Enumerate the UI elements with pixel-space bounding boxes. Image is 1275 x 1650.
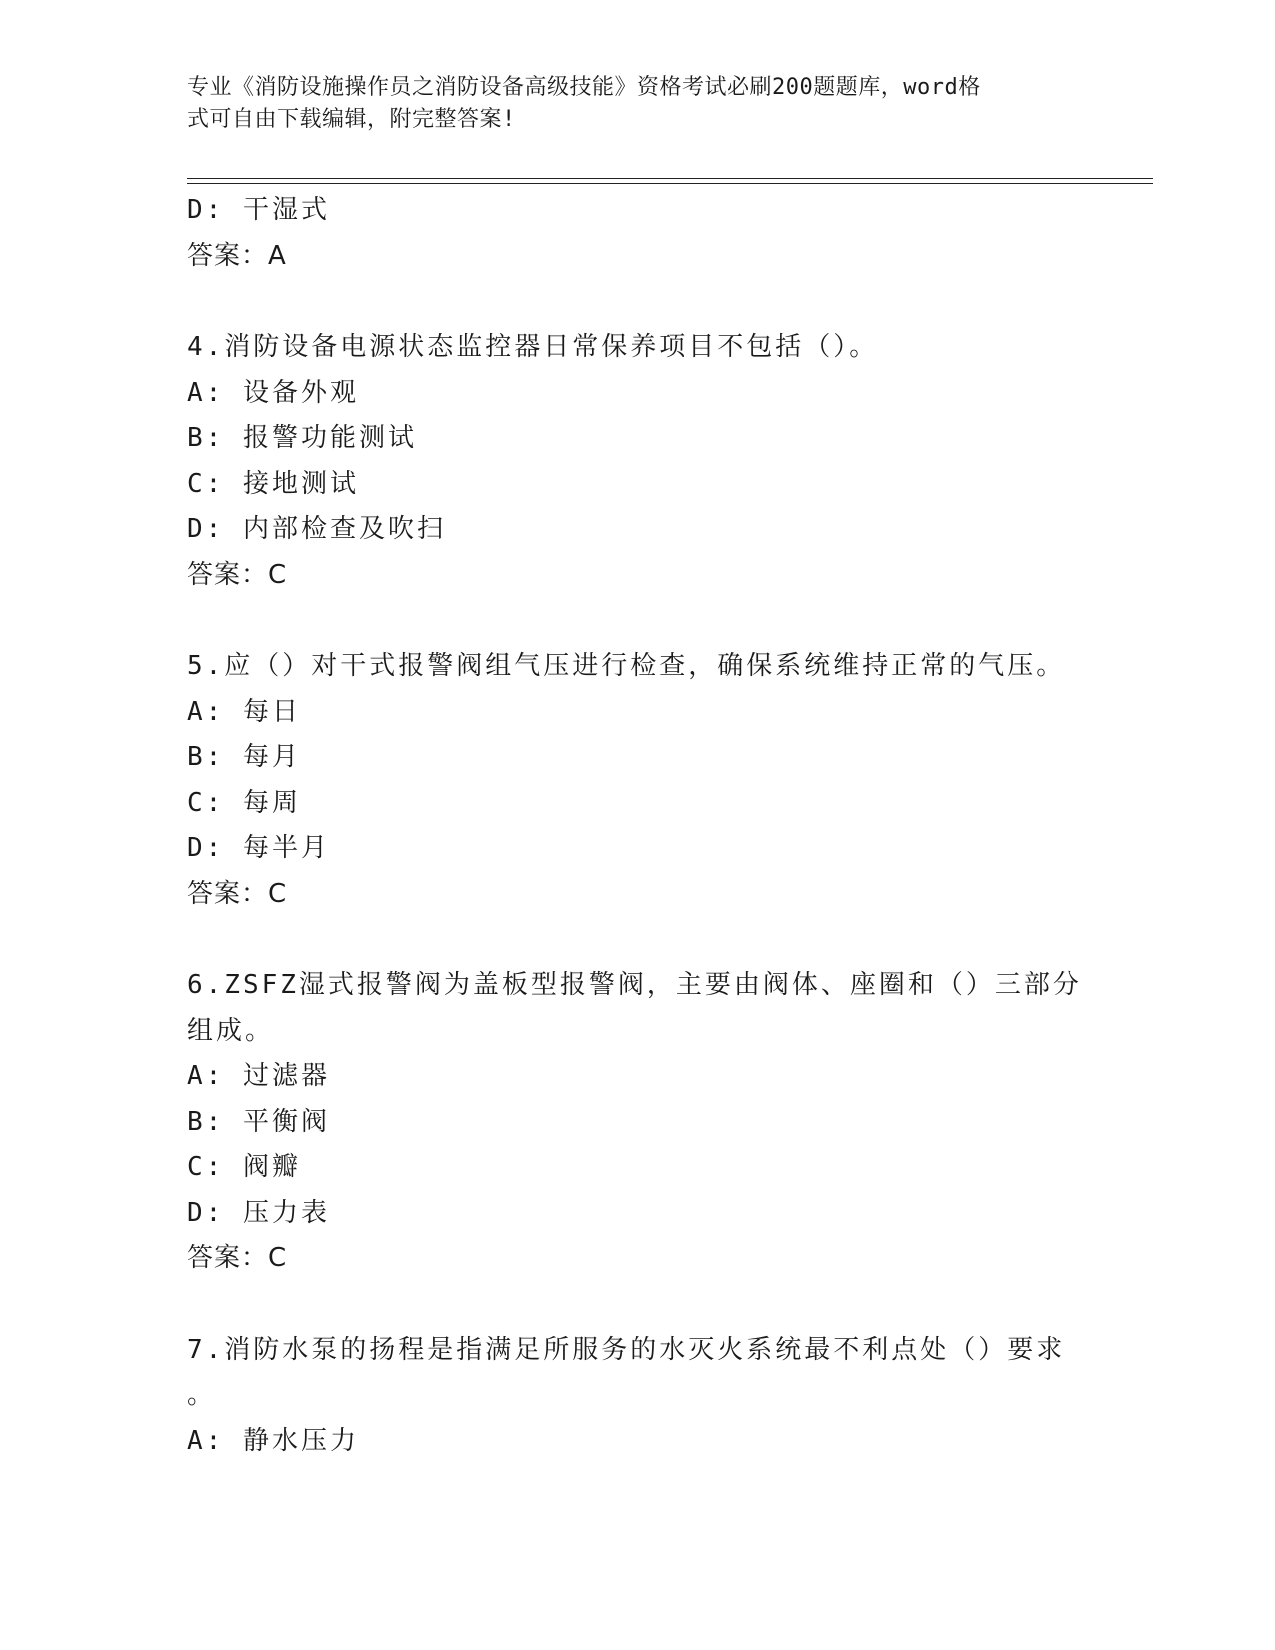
- question-stem-line-2: 组成。: [187, 1015, 275, 1046]
- header-divider-top: [187, 178, 1153, 179]
- question-stem-line-1: 6.ZSFZ湿式报警阀为盖板型报警阀，主要由阀体、座圈和（）三部分: [187, 970, 1082, 1000]
- answer: 答案：C: [187, 1243, 288, 1273]
- option-b: B: 平衡阀: [187, 1106, 330, 1137]
- option-c: C: 每周: [187, 787, 301, 818]
- option-a: A: 每日: [187, 696, 301, 727]
- spacer: [187, 598, 1087, 644]
- spacer: [187, 917, 1087, 963]
- question-stem-line-1: 7.消防水泵的扬程是指满足所服务的水灭火系统最不利点处（）要求: [187, 1334, 1066, 1365]
- question-5: [187, 644, 1087, 917]
- previous-question-tail: [187, 188, 1087, 279]
- header-line-1: 专业《消防设施操作员之消防设备高级技能》资格考试必刷200题题库，word格: [187, 75, 981, 100]
- option-b: B: 每月: [187, 742, 301, 772]
- option-a: A: 设备外观: [187, 377, 359, 408]
- spacer: [187, 279, 1087, 325]
- question-6: [187, 963, 1087, 1282]
- question-4: [187, 325, 1087, 598]
- question-stem: 4.消防设备电源状态监控器日常保养项目不包括（）。: [187, 332, 879, 362]
- option-a: A: 过滤器: [187, 1061, 330, 1091]
- document-header: [187, 72, 1067, 136]
- question-7: [187, 1328, 1087, 1465]
- answer: 答案：C: [187, 559, 288, 590]
- option-b: B: 报警功能测试: [187, 423, 417, 453]
- option-c: C: 接地测试: [187, 468, 359, 499]
- option-d: D: 内部检查及吹扫: [187, 514, 446, 544]
- option-d: D: 压力表: [187, 1197, 330, 1228]
- answer: 答案：C: [187, 878, 288, 909]
- spacer: [187, 1282, 1087, 1328]
- question-stem-line-2: 。: [187, 1380, 217, 1410]
- option-a: A: 静水压力: [187, 1425, 359, 1456]
- header-line-2: 式可自由下载编辑，附完整答案!: [187, 107, 516, 132]
- question-stem: 5.应（）对干式报警阀组气压进行检查，确保系统维持正常的气压。: [187, 651, 1066, 681]
- option-d: D: 干湿式: [187, 195, 330, 225]
- question-content: [187, 188, 1087, 1464]
- option-c: C: 阀瓣: [187, 1152, 301, 1182]
- answer: 答案：A: [187, 240, 287, 271]
- header-divider-bottom: [187, 183, 1153, 184]
- option-d: D: 每半月: [187, 833, 330, 863]
